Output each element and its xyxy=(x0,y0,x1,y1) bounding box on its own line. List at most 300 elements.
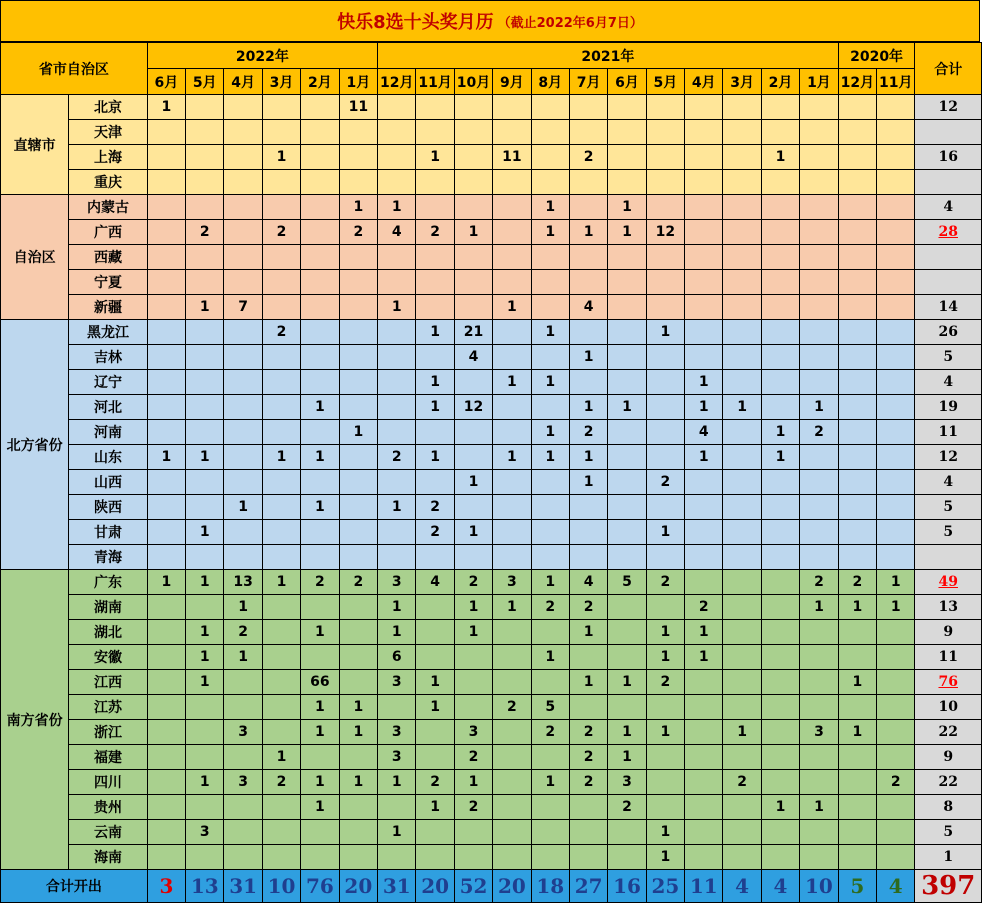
row-total: 8 xyxy=(915,795,982,820)
count-cell: 2 xyxy=(569,420,607,445)
count-cell xyxy=(877,420,915,445)
count-cell xyxy=(838,145,876,170)
count-cell xyxy=(147,470,185,495)
count-cell xyxy=(493,495,531,520)
count-cell xyxy=(224,845,262,870)
count-cell xyxy=(454,545,492,570)
month-label: 11月 xyxy=(877,69,915,95)
count-cell xyxy=(186,95,224,120)
year-label: 2022年 xyxy=(147,43,377,69)
count-cell: 1 xyxy=(186,520,224,545)
count-cell xyxy=(339,470,377,495)
count-cell xyxy=(339,170,377,195)
row-total: 19 xyxy=(915,395,982,420)
footer-total: 10 xyxy=(262,870,300,903)
count-cell xyxy=(416,720,454,745)
count-cell: 1 xyxy=(378,495,416,520)
row-total: 11 xyxy=(915,645,982,670)
count-cell xyxy=(646,695,684,720)
count-cell xyxy=(685,145,723,170)
count-cell: 1 xyxy=(493,370,531,395)
count-cell xyxy=(761,170,799,195)
count-cell xyxy=(493,170,531,195)
month-label: 6月 xyxy=(147,69,185,95)
count-cell: 2 xyxy=(531,720,569,745)
count-cell: 1 xyxy=(416,445,454,470)
table-row xyxy=(1,470,982,495)
count-cell xyxy=(531,95,569,120)
count-cell xyxy=(723,170,761,195)
count-cell xyxy=(416,820,454,845)
count-cell xyxy=(454,845,492,870)
row-total xyxy=(915,270,982,295)
count-cell xyxy=(531,120,569,145)
count-cell: 1 xyxy=(301,695,339,720)
count-cell xyxy=(877,645,915,670)
count-cell: 1 xyxy=(646,645,684,670)
count-cell xyxy=(838,170,876,195)
group-label: 自治区 xyxy=(1,195,69,320)
count-cell: 1 xyxy=(761,445,799,470)
month-label: 12月 xyxy=(838,69,876,95)
region-name: 海南 xyxy=(69,845,147,870)
count-cell xyxy=(147,220,185,245)
count-cell: 2 xyxy=(838,570,876,595)
count-cell xyxy=(608,545,646,570)
count-cell: 2 xyxy=(569,770,607,795)
count-cell xyxy=(147,245,185,270)
count-cell xyxy=(493,670,531,695)
count-cell xyxy=(339,645,377,670)
footer-row xyxy=(1,870,982,903)
count-cell xyxy=(454,495,492,520)
count-cell xyxy=(493,520,531,545)
count-cell: 2 xyxy=(877,770,915,795)
count-cell xyxy=(339,295,377,320)
count-cell xyxy=(224,370,262,395)
count-cell xyxy=(378,245,416,270)
row-total: 22 xyxy=(915,720,982,745)
count-cell xyxy=(761,720,799,745)
count-cell xyxy=(493,820,531,845)
count-cell xyxy=(224,695,262,720)
count-cell xyxy=(416,470,454,495)
count-cell xyxy=(800,670,839,695)
count-cell xyxy=(147,845,185,870)
count-cell xyxy=(608,320,646,345)
month-label: 3月 xyxy=(262,69,300,95)
footer-label: 合计开出 xyxy=(1,870,148,903)
count-cell xyxy=(301,645,339,670)
row-total: 4 xyxy=(915,470,982,495)
count-cell: 2 xyxy=(262,220,300,245)
count-cell xyxy=(800,270,839,295)
count-cell xyxy=(147,695,185,720)
count-cell xyxy=(186,370,224,395)
month-label: 3月 xyxy=(723,69,761,95)
count-cell: 1 xyxy=(646,820,684,845)
count-cell xyxy=(301,595,339,620)
count-cell xyxy=(838,295,876,320)
count-cell xyxy=(262,295,300,320)
count-cell: 4 xyxy=(454,345,492,370)
row-total: 9 xyxy=(915,745,982,770)
count-cell xyxy=(877,520,915,545)
count-cell xyxy=(646,370,684,395)
count-cell xyxy=(531,795,569,820)
count-cell xyxy=(646,595,684,620)
count-cell: 1 xyxy=(569,470,607,495)
count-cell xyxy=(877,195,915,220)
month-label: 12月 xyxy=(378,69,416,95)
count-cell xyxy=(493,195,531,220)
table-row xyxy=(1,345,982,370)
title-bar xyxy=(0,0,980,42)
count-cell xyxy=(877,445,915,470)
count-cell xyxy=(378,95,416,120)
row-total: 9 xyxy=(915,620,982,645)
count-cell xyxy=(262,270,300,295)
count-cell xyxy=(493,270,531,295)
count-cell xyxy=(685,320,723,345)
count-cell xyxy=(569,170,607,195)
count-cell xyxy=(186,595,224,620)
count-cell: 1 xyxy=(531,195,569,220)
count-cell xyxy=(224,670,262,695)
count-cell xyxy=(378,395,416,420)
count-cell xyxy=(800,295,839,320)
count-cell xyxy=(262,495,300,520)
count-cell xyxy=(301,295,339,320)
count-cell: 2 xyxy=(493,695,531,720)
count-cell: 21 xyxy=(454,320,492,345)
count-cell xyxy=(301,345,339,370)
region-name: 浙江 xyxy=(69,720,147,745)
month-label: 7月 xyxy=(569,69,607,95)
count-cell xyxy=(224,545,262,570)
count-cell xyxy=(877,545,915,570)
count-cell xyxy=(301,320,339,345)
month-label: 4月 xyxy=(224,69,262,95)
count-cell: 2 xyxy=(646,670,684,695)
count-cell: 1 xyxy=(723,720,761,745)
region-name: 四川 xyxy=(69,770,147,795)
count-cell: 1 xyxy=(186,620,224,645)
count-cell xyxy=(723,670,761,695)
count-cell: 2 xyxy=(685,595,723,620)
row-total: 4 xyxy=(915,370,982,395)
count-cell xyxy=(531,395,569,420)
month-label: 5月 xyxy=(646,69,684,95)
count-cell xyxy=(186,695,224,720)
row-total xyxy=(915,245,982,270)
total-header: 合计 xyxy=(915,43,982,95)
count-cell xyxy=(685,770,723,795)
footer-total: 31 xyxy=(224,870,262,903)
count-cell xyxy=(838,195,876,220)
count-cell xyxy=(186,320,224,345)
count-cell: 1 xyxy=(339,695,377,720)
count-cell xyxy=(761,645,799,670)
count-cell xyxy=(301,245,339,270)
count-cell xyxy=(454,420,492,445)
count-cell: 3 xyxy=(224,720,262,745)
count-cell: 1 xyxy=(416,395,454,420)
count-cell xyxy=(723,295,761,320)
count-cell xyxy=(761,570,799,595)
count-cell xyxy=(186,145,224,170)
count-cell xyxy=(800,620,839,645)
count-cell xyxy=(685,120,723,145)
count-cell xyxy=(838,770,876,795)
count-cell xyxy=(723,845,761,870)
count-cell: 1 xyxy=(569,395,607,420)
count-cell: 12 xyxy=(646,220,684,245)
count-cell xyxy=(531,670,569,695)
count-cell xyxy=(186,270,224,295)
count-cell: 1 xyxy=(339,720,377,745)
count-cell xyxy=(147,195,185,220)
count-cell xyxy=(838,245,876,270)
count-cell xyxy=(723,645,761,670)
count-cell xyxy=(646,545,684,570)
count-cell: 1 xyxy=(608,670,646,695)
count-cell xyxy=(608,495,646,520)
count-cell: 1 xyxy=(761,420,799,445)
table-row xyxy=(1,770,982,795)
count-cell xyxy=(262,545,300,570)
count-cell xyxy=(147,495,185,520)
count-cell xyxy=(800,770,839,795)
count-cell xyxy=(339,345,377,370)
region-name: 西藏 xyxy=(69,245,147,270)
row-total: 5 xyxy=(915,495,982,520)
count-cell: 11 xyxy=(493,145,531,170)
count-cell xyxy=(378,520,416,545)
count-cell: 1 xyxy=(761,145,799,170)
count-cell: 1 xyxy=(301,795,339,820)
footer-total: 25 xyxy=(646,870,684,903)
count-cell xyxy=(761,220,799,245)
count-cell xyxy=(531,520,569,545)
count-cell xyxy=(685,220,723,245)
count-cell xyxy=(723,795,761,820)
count-cell xyxy=(454,270,492,295)
count-cell: 1 xyxy=(416,145,454,170)
count-cell: 2 xyxy=(224,620,262,645)
row-total: 26 xyxy=(915,320,982,345)
count-cell xyxy=(301,95,339,120)
count-cell xyxy=(608,445,646,470)
count-cell: 4 xyxy=(416,570,454,595)
count-cell xyxy=(685,845,723,870)
count-cell xyxy=(262,170,300,195)
region-name: 福建 xyxy=(69,745,147,770)
count-cell xyxy=(838,370,876,395)
count-cell xyxy=(838,120,876,145)
count-cell: 1 xyxy=(646,845,684,870)
count-cell xyxy=(531,145,569,170)
count-cell xyxy=(646,95,684,120)
count-cell xyxy=(339,820,377,845)
count-cell: 2 xyxy=(569,145,607,170)
count-cell: 2 xyxy=(262,320,300,345)
table-row xyxy=(1,795,982,820)
count-cell xyxy=(262,470,300,495)
count-cell xyxy=(224,320,262,345)
count-cell xyxy=(761,270,799,295)
count-cell xyxy=(186,120,224,145)
count-cell xyxy=(838,845,876,870)
count-cell xyxy=(761,295,799,320)
count-cell: 1 xyxy=(378,595,416,620)
count-cell xyxy=(262,195,300,220)
region-name: 安徽 xyxy=(69,645,147,670)
count-cell: 1 xyxy=(186,670,224,695)
count-cell xyxy=(877,620,915,645)
count-cell: 1 xyxy=(877,570,915,595)
count-cell xyxy=(339,595,377,620)
count-cell: 1 xyxy=(378,195,416,220)
count-cell xyxy=(723,695,761,720)
table-row xyxy=(1,545,982,570)
count-cell xyxy=(301,470,339,495)
count-cell xyxy=(493,395,531,420)
count-cell xyxy=(685,695,723,720)
count-cell xyxy=(608,120,646,145)
count-cell: 1 xyxy=(186,770,224,795)
count-cell xyxy=(416,620,454,645)
count-cell xyxy=(646,795,684,820)
count-cell xyxy=(262,345,300,370)
count-cell xyxy=(685,520,723,545)
count-cell: 3 xyxy=(800,720,839,745)
count-cell xyxy=(838,345,876,370)
group-label: 北方省份 xyxy=(1,320,69,570)
row-total: 13 xyxy=(915,595,982,620)
count-cell xyxy=(761,820,799,845)
count-cell xyxy=(493,245,531,270)
footer-total: 13 xyxy=(186,870,224,903)
count-cell xyxy=(416,745,454,770)
count-cell xyxy=(838,695,876,720)
count-cell xyxy=(723,245,761,270)
table-row xyxy=(1,720,982,745)
count-cell xyxy=(378,695,416,720)
count-cell: 1 xyxy=(646,520,684,545)
count-cell xyxy=(301,845,339,870)
count-cell xyxy=(685,545,723,570)
count-cell xyxy=(454,645,492,670)
count-cell: 1 xyxy=(186,570,224,595)
count-cell xyxy=(838,420,876,445)
table-row xyxy=(1,295,982,320)
count-cell xyxy=(262,370,300,395)
count-cell xyxy=(723,345,761,370)
count-cell xyxy=(569,545,607,570)
count-cell xyxy=(147,620,185,645)
count-cell xyxy=(262,120,300,145)
count-cell xyxy=(147,270,185,295)
footer-total: 16 xyxy=(608,870,646,903)
count-cell xyxy=(378,345,416,370)
count-cell xyxy=(685,570,723,595)
count-cell xyxy=(147,145,185,170)
count-cell: 1 xyxy=(531,320,569,345)
count-cell: 1 xyxy=(378,820,416,845)
count-cell xyxy=(186,245,224,270)
count-cell xyxy=(262,795,300,820)
table-row xyxy=(1,670,982,695)
count-cell xyxy=(646,170,684,195)
count-cell xyxy=(877,720,915,745)
count-cell xyxy=(493,220,531,245)
count-cell: 1 xyxy=(378,620,416,645)
count-cell: 2 xyxy=(454,745,492,770)
region-name: 青海 xyxy=(69,545,147,570)
count-cell xyxy=(761,345,799,370)
count-cell xyxy=(186,195,224,220)
count-cell xyxy=(761,520,799,545)
row-total: 12 xyxy=(915,445,982,470)
count-cell xyxy=(838,620,876,645)
region-name: 上海 xyxy=(69,145,147,170)
count-cell xyxy=(224,145,262,170)
count-cell: 3 xyxy=(378,720,416,745)
count-cell: 1 xyxy=(685,645,723,670)
count-cell: 11 xyxy=(339,95,377,120)
count-cell xyxy=(531,170,569,195)
region-name: 吉林 xyxy=(69,345,147,370)
count-cell xyxy=(608,695,646,720)
region-name: 新疆 xyxy=(69,295,147,320)
count-cell: 1 xyxy=(301,395,339,420)
count-cell xyxy=(378,320,416,345)
count-cell: 2 xyxy=(416,520,454,545)
count-cell: 1 xyxy=(569,670,607,695)
count-cell: 2 xyxy=(646,470,684,495)
count-cell: 1 xyxy=(646,720,684,745)
count-cell xyxy=(454,95,492,120)
count-cell xyxy=(531,495,569,520)
count-cell xyxy=(569,820,607,845)
count-cell xyxy=(339,795,377,820)
count-cell xyxy=(493,120,531,145)
count-cell xyxy=(800,520,839,545)
count-cell xyxy=(723,495,761,520)
count-cell xyxy=(262,395,300,420)
count-cell xyxy=(224,520,262,545)
count-cell xyxy=(147,720,185,745)
page-title: 快乐8选十头奖月历 xyxy=(337,12,494,33)
count-cell: 1 xyxy=(224,595,262,620)
count-cell xyxy=(224,245,262,270)
region-name: 甘肃 xyxy=(69,520,147,545)
count-cell xyxy=(378,145,416,170)
count-cell xyxy=(531,470,569,495)
count-cell xyxy=(454,195,492,220)
footer-total: 52 xyxy=(454,870,492,903)
count-cell: 1 xyxy=(531,570,569,595)
count-cell xyxy=(685,470,723,495)
count-cell: 1 xyxy=(454,770,492,795)
count-cell: 1 xyxy=(416,795,454,820)
table-row xyxy=(1,245,982,270)
count-cell xyxy=(378,170,416,195)
count-cell xyxy=(301,820,339,845)
count-cell xyxy=(761,95,799,120)
count-cell: 3 xyxy=(186,820,224,845)
